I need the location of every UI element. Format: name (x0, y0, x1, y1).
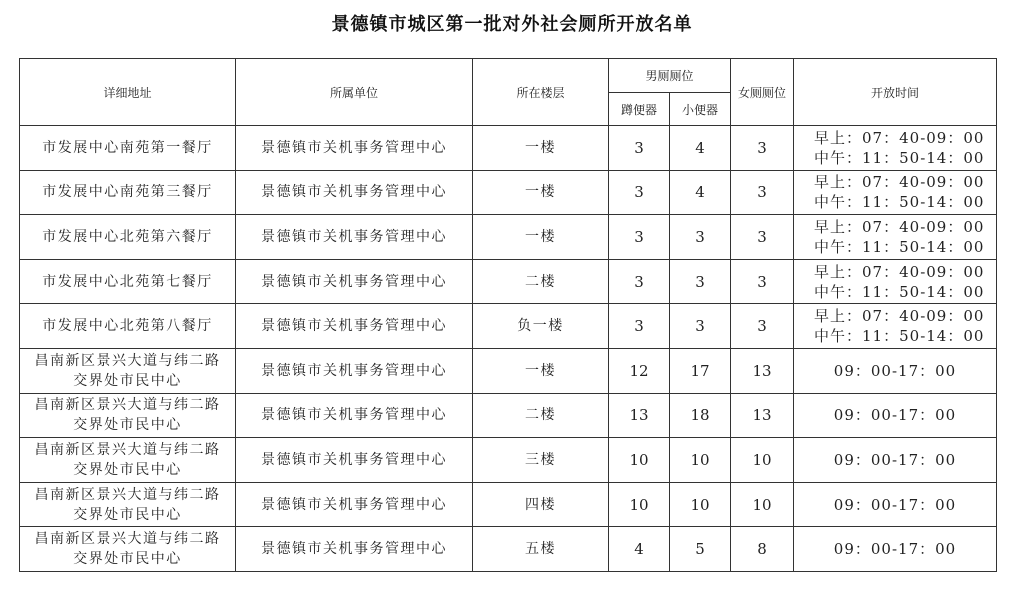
cell-address (20, 170, 236, 215)
hours-line: 中午：11：50-14：00 (814, 237, 985, 256)
cell-squat: 3 (609, 259, 670, 304)
table-row (20, 126, 997, 171)
cell-squat: 3 (609, 304, 670, 349)
cell-urinal: 3 (670, 215, 731, 260)
cell-squat: 3 (609, 170, 670, 215)
hours-line: 09：00-17：00 (833, 450, 957, 469)
cell-urinal: 3 (670, 259, 731, 304)
cell-hours (794, 438, 997, 483)
cell-urinal: 4 (670, 126, 731, 171)
address-line: 市发展中心北苑第六餐厅 (42, 228, 213, 245)
cell-unit: 景德镇市关机事务管理中心 (236, 126, 473, 171)
header-squat: 蹲便器 (609, 93, 670, 126)
hours-line: 中午：11：50-14：00 (814, 193, 985, 212)
hours-line: 中午：11：50-14：00 (814, 327, 985, 346)
header-female: 女厕厕位 (731, 59, 794, 126)
header-row-top (20, 59, 997, 93)
cell-female: 3 (731, 170, 794, 215)
header-male: 男厕厕位 (609, 59, 731, 93)
cell-urinal: 10 (670, 438, 731, 483)
cell-female: 3 (731, 259, 794, 304)
cell-urinal: 4 (670, 170, 731, 215)
address-line: 昌南新区景兴大道与纬二路 (34, 397, 221, 414)
address-line: 昌南新区景兴大道与纬二路 (34, 531, 221, 548)
cell-female: 3 (731, 126, 794, 171)
cell-address (20, 393, 236, 438)
toilet-list-table (19, 58, 997, 572)
hours-line: 09：00-17：00 (833, 406, 957, 425)
cell-urinal: 3 (670, 304, 731, 349)
header-unit: 所属单位 (236, 59, 473, 126)
cell-female: 13 (731, 393, 794, 438)
hours-line: 早上：07：40-09：00 (814, 307, 985, 326)
cell-floor: 一楼 (473, 170, 609, 215)
hours-line: 09：00-17：00 (833, 495, 957, 514)
table-row (20, 259, 997, 304)
cell-squat: 13 (609, 393, 670, 438)
cell-squat: 3 (609, 126, 670, 171)
hours-line: 09：00-17：00 (833, 540, 957, 559)
cell-urinal: 18 (670, 393, 731, 438)
document-title: 景德镇市城区第一批对外社会厕所开放名单 (331, 14, 693, 35)
address-line: 昌南新区景兴大道与纬二路 (34, 352, 221, 369)
header-urinal: 小便器 (670, 93, 731, 126)
cell-unit: 景德镇市关机事务管理中心 (236, 527, 473, 572)
table-row (20, 215, 997, 260)
cell-squat: 3 (609, 215, 670, 260)
hours-line: 中午：11：50-14：00 (814, 148, 985, 167)
cell-hours (794, 527, 997, 572)
cell-urinal: 5 (670, 527, 731, 572)
table-row (20, 393, 997, 438)
hours-line: 早上：07：40-09：00 (814, 173, 985, 192)
cell-address (20, 438, 236, 483)
cell-floor: 一楼 (473, 348, 609, 393)
table-row (20, 527, 997, 572)
hours-line: 早上：07：40-09：00 (814, 217, 985, 236)
address-line: 交界处市民中心 (73, 417, 182, 434)
address-line: 市发展中心南苑第三餐厅 (42, 184, 213, 201)
table-row (20, 482, 997, 527)
address-line: 昌南新区景兴大道与纬二路 (34, 486, 221, 503)
header-address: 详细地址 (20, 59, 236, 126)
cell-floor: 三楼 (473, 438, 609, 483)
cell-unit: 景德镇市关机事务管理中心 (236, 170, 473, 215)
cell-unit: 景德镇市关机事务管理中心 (236, 482, 473, 527)
address-line: 昌南新区景兴大道与纬二路 (34, 441, 221, 458)
cell-unit: 景德镇市关机事务管理中心 (236, 215, 473, 260)
cell-floor: 一楼 (473, 215, 609, 260)
address-line: 市发展中心南苑第一餐厅 (42, 139, 213, 156)
cell-unit: 景德镇市关机事务管理中心 (236, 304, 473, 349)
table-row (20, 348, 997, 393)
cell-hours (794, 126, 997, 171)
address-line: 交界处市民中心 (73, 461, 182, 478)
cell-female: 3 (731, 304, 794, 349)
address-line: 市发展中心北苑第七餐厅 (42, 273, 213, 290)
cell-address (20, 304, 236, 349)
cell-floor: 五楼 (473, 527, 609, 572)
cell-floor: 四楼 (473, 482, 609, 527)
cell-hours (794, 215, 997, 260)
hours-line: 早上：07：40-09：00 (814, 128, 985, 147)
hours-line: 中午：11：50-14：00 (814, 282, 985, 301)
cell-female: 10 (731, 438, 794, 483)
table-body (20, 126, 997, 572)
cell-squat: 4 (609, 527, 670, 572)
table-row (20, 304, 997, 349)
cell-address (20, 482, 236, 527)
cell-address (20, 259, 236, 304)
table-row (20, 438, 997, 483)
cell-urinal: 10 (670, 482, 731, 527)
cell-address (20, 527, 236, 572)
cell-floor: 二楼 (473, 393, 609, 438)
cell-female: 3 (731, 215, 794, 260)
cell-hours (794, 348, 997, 393)
cell-unit: 景德镇市关机事务管理中心 (236, 348, 473, 393)
cell-hours (794, 304, 997, 349)
cell-unit: 景德镇市关机事务管理中心 (236, 438, 473, 483)
address-line: 交界处市民中心 (73, 506, 182, 523)
header-floor: 所在楼层 (473, 59, 609, 126)
cell-floor: 一楼 (473, 126, 609, 171)
cell-hours (794, 259, 997, 304)
cell-floor: 负一楼 (473, 304, 609, 349)
cell-urinal: 17 (670, 348, 731, 393)
address-line: 交界处市民中心 (73, 372, 182, 389)
cell-unit: 景德镇市关机事务管理中心 (236, 393, 473, 438)
table-row (20, 170, 997, 215)
cell-hours (794, 482, 997, 527)
cell-squat: 10 (609, 482, 670, 527)
address-line: 交界处市民中心 (73, 551, 182, 568)
header-hours: 开放时间 (794, 59, 997, 126)
cell-address (20, 126, 236, 171)
cell-floor: 二楼 (473, 259, 609, 304)
cell-squat: 10 (609, 438, 670, 483)
cell-female: 8 (731, 527, 794, 572)
cell-squat: 12 (609, 348, 670, 393)
cell-address (20, 348, 236, 393)
cell-hours (794, 393, 997, 438)
cell-hours (794, 170, 997, 215)
cell-address (20, 215, 236, 260)
hours-line: 早上：07：40-09：00 (814, 262, 985, 281)
cell-unit: 景德镇市关机事务管理中心 (236, 259, 473, 304)
hours-line: 09：00-17：00 (833, 361, 957, 380)
address-line: 市发展中心北苑第八餐厅 (42, 318, 213, 335)
cell-female: 13 (731, 348, 794, 393)
cell-female: 10 (731, 482, 794, 527)
